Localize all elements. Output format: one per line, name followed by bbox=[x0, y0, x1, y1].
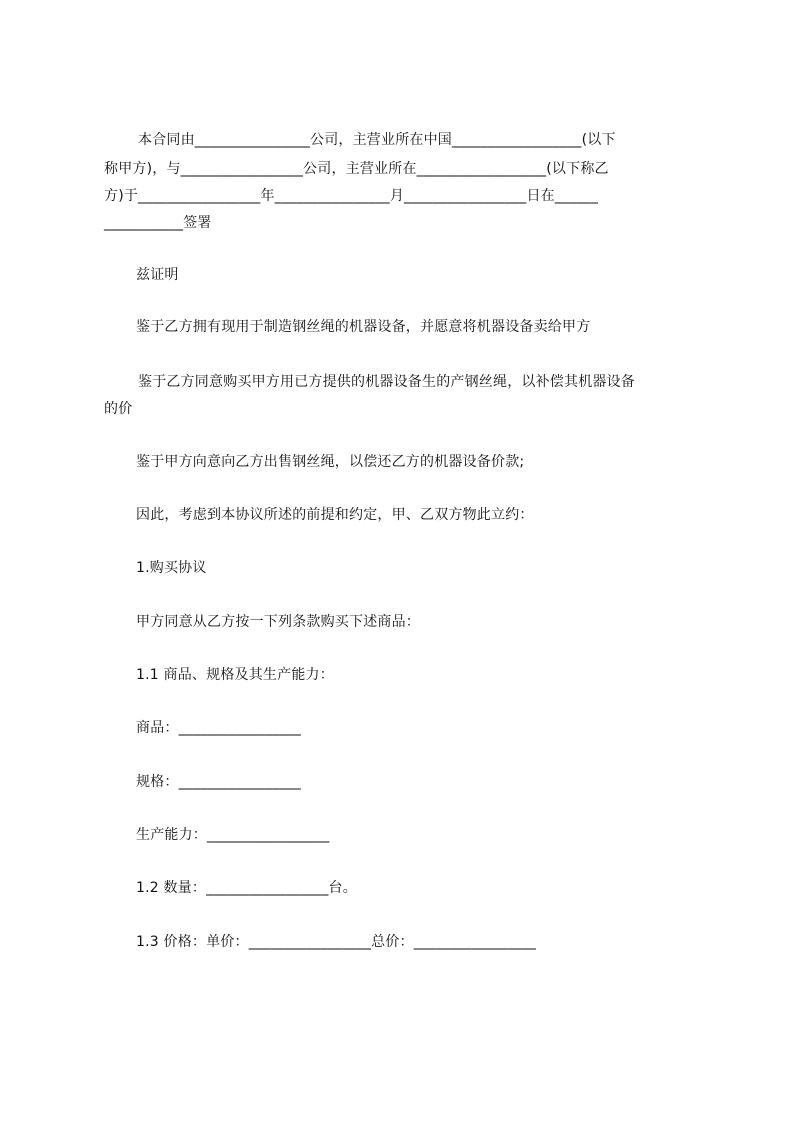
quantity-field: 1.2 数量：_________________台。 bbox=[136, 880, 357, 896]
whereas-paragraph-2-line-2: 的价 bbox=[104, 401, 133, 417]
capacity-field: 生产能力：_________________ bbox=[136, 827, 330, 843]
intro-line-1: 本合同由________________公司，主营业所在中国__________________(以下 bbox=[138, 132, 616, 148]
witness-heading: 兹证明 bbox=[136, 267, 179, 283]
whereas-paragraph-1: 鉴于乙方拥有现用于制造钢丝绳的机器设备，并愿意将机器设备卖给甲方 bbox=[136, 319, 591, 335]
intro-line-4: ___________签署 bbox=[104, 215, 212, 231]
section-1-title: 1.购买协议 bbox=[136, 560, 207, 576]
intro-line-3: 方)于_________________年________________月_________________日在______ bbox=[104, 188, 599, 204]
item-1-1: 1.1 商品、规格及其生产能力： bbox=[136, 667, 334, 683]
whereas-paragraph-3: 鉴于甲方向意向乙方出售钢丝绳，以偿还乙方的机器设备价款; bbox=[136, 454, 525, 470]
section-1-text: 甲方同意从乙方按一下列条款购买下述商品： bbox=[136, 614, 420, 630]
price-field: 1.3 价格：单价：_________________总价：_________________ bbox=[136, 934, 537, 950]
whereas-paragraph-2-line-1: 鉴于乙方同意购买甲方用已方提供的机器设备生的产钢丝绳，以补偿其机器设备 bbox=[138, 374, 635, 390]
intro-line-2: 称甲方)，与_________________公司，主营业所在__________________(以下称乙 bbox=[104, 161, 609, 177]
goods-field: 商品：_________________ bbox=[136, 720, 301, 736]
therefore-paragraph: 因此，考虑到本协议所述的前提和约定，甲、乙双方物此立约： bbox=[136, 507, 534, 523]
spec-field: 规格：_________________ bbox=[136, 774, 301, 790]
